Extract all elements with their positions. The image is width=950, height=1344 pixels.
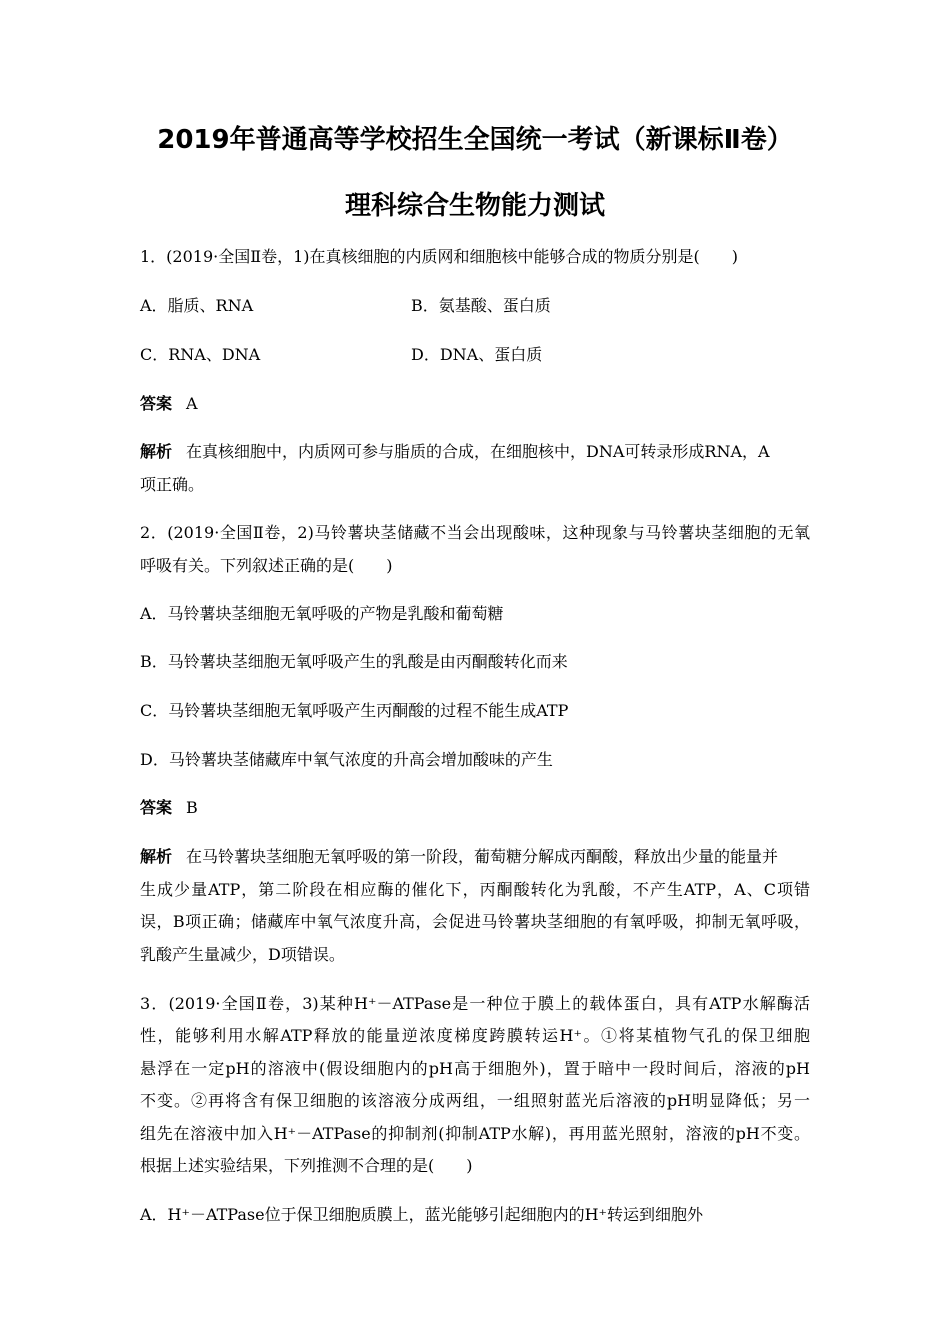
analysis-text: 在真核细胞中，内质网可参与脂质的合成，在细胞核中，DNA可转录形成RNA，A — [186, 442, 770, 461]
question-1-option-a: A．脂质、RNA — [140, 296, 254, 315]
question-2-option-d: D．马铃薯块茎储藏库中氧气浓度的升高会增加酸味的产生 — [140, 750, 553, 769]
exam-subtitle: 理科综合生物能力测试 — [344, 191, 605, 221]
question-2-analysis — [140, 846, 778, 868]
question-2-answer — [140, 797, 198, 819]
analysis-label: 解析 — [140, 847, 173, 866]
question-2-option-b: B．马铃薯块茎细胞无氧呼吸产生的乳酸是由丙酮酸转化而来 — [140, 652, 568, 671]
answer-value: B — [186, 798, 198, 817]
question-2-option-a: A．马铃薯块茎细胞无氧呼吸的产物是乳酸和葡萄糖 — [140, 604, 504, 623]
analysis-label: 解析 — [140, 442, 173, 461]
question-3-stem-line-2: 性，能够利用水解ATP释放的能量逆浓度梯度跨膜转运H⁺。①将某植物气孔的保卫细胞 — [140, 1026, 810, 1045]
question-3-option-a: A．H⁺－ATPase位于保卫细胞质膜上，蓝光能够引起细胞内的H⁺转运到细胞外 — [140, 1205, 703, 1224]
question-1-option-b: B．氨基酸、蛋白质 — [411, 296, 551, 315]
question-3-stem-line-5: 组先在溶液中加入H⁺－ATPase的抑制剂(抑制ATP水解)，再用蓝光照射，溶液的pH不变。 — [140, 1124, 810, 1143]
exam-title: 2019年普通高等学校招生全国统一考试（新课标Ⅱ卷） — [157, 125, 793, 155]
question-2-analysis-line-4: 乳酸产生量减少，D项错误。 — [140, 945, 345, 964]
question-2-option-c: C．马铃薯块茎细胞无氧呼吸产生丙酮酸的过程不能生成ATP — [140, 701, 569, 720]
question-3-stem-line-4: 不变。②再将含有保卫细胞的该溶液分成两组，一组照射蓝光后溶液的pH明显降低；另一 — [140, 1091, 810, 1110]
question-1-option-d: D．DNA、蛋白质 — [411, 345, 543, 364]
question-3-stem: 3．(2019·全国Ⅱ卷，3)某种H⁺－ATPase是一种位于膜上的载体蛋白，具有ATP水解酶活 — [140, 994, 810, 1013]
question-3-stem-line-3: 悬浮在一定pH的溶液中(假设细胞内的pH高于细胞外)，置于暗中一段时间后，溶液的pH — [140, 1059, 810, 1078]
question-1-analysis-cont: 项正确。 — [140, 475, 205, 494]
question-1-option-c: C．RNA、DNA — [140, 345, 261, 364]
answer-label: 答案 — [140, 798, 173, 817]
question-1-analysis — [140, 441, 770, 463]
question-3-stem-line-6: 根据上述实验结果，下列推测不合理的是( ) — [140, 1156, 473, 1175]
analysis-text: 在马铃薯块茎细胞无氧呼吸的第一阶段，葡萄糖分解成丙酮酸，释放出少量的能量并 — [186, 847, 779, 866]
question-1-stem: 1．(2019·全国Ⅱ卷，1)在真核细胞的内质网和细胞核中能够合成的物质分别是( ) — [140, 247, 739, 266]
question-2-stem-cont: 呼吸有关。下列叙述正确的是( ) — [140, 556, 393, 575]
answer-label: 答案 — [140, 394, 173, 413]
answer-value: A — [186, 394, 198, 413]
question-2-analysis-line-3: 误，B项正确；储藏库中氧气浓度升高，会促进马铃薯块茎细胞的有氧呼吸，抑制无氧呼吸， — [140, 912, 810, 931]
question-2-stem: 2．(2019·全国Ⅱ卷，2)马铃薯块茎储藏不当会出现酸味，这种现象与马铃薯块茎细胞的无氧 — [140, 523, 810, 542]
question-1-answer — [140, 393, 198, 415]
question-2-analysis-line-2: 生成少量ATP，第二阶段在相应酶的催化下，丙酮酸转化为乳酸，不产生ATP，A、C项错 — [140, 880, 810, 899]
